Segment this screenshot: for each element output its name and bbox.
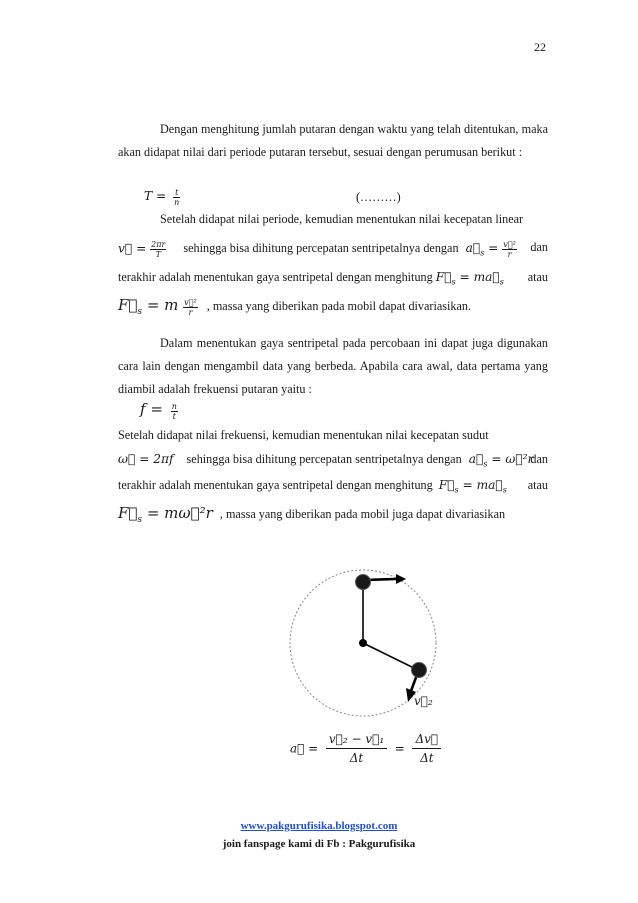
circular-motion-diagram	[270, 560, 470, 730]
mass-top	[356, 575, 371, 590]
equation-frequency: f = $\frac{n}{t}$	[140, 400, 177, 421]
velocity-arrow-1-head	[396, 574, 406, 584]
paragraph-angular-line2: ω⃗ = 2πf sehingga bisa dihitung percepatan sentripetalnya dengan $a⃗_s$ = ω⃗²r dan	[118, 452, 548, 469]
paragraph-angular-force: terakhir adalah menentukan gaya sentripetal dengan menghitung	[118, 478, 433, 492]
footer-fanspage: join fanspage kami di Fb : Pakgurufisika	[222, 838, 416, 850]
paragraph-linear-dan: dan	[530, 240, 548, 254]
acceleration-formula: a⃗ = $\frac{\text{v⃗₂ − v⃗₁}}{\Delta t}$ = $\frac{\Delta v⃗}{\Delta t}$	[290, 730, 441, 767]
paragraph-angular-end: , massa yang diberikan pada mobil juga dapat divariasikan	[219, 507, 506, 521]
paragraph-linear-intro: Setelah didapat nilai periode, kemudian menentukan nilai kecepatan linear	[160, 212, 524, 226]
paragraph-linear-line1	[118, 212, 548, 227]
paragraph-angular-atau: atau	[527, 478, 548, 492]
paragraph-linear-mid: sehingga bisa dihitung percepatan sentripetalnya dengan	[183, 241, 459, 256]
page-number: 22	[534, 40, 546, 54]
equation-period: T = $\frac{t}{n}$ (………)	[144, 188, 401, 207]
paragraph-linear-line3: terakhir adalah menentukan gaya sentripetal dengan menghitung $F⃗_s$ = $ma⃗_s$ atau	[118, 270, 548, 287]
paragraph-linear-end: , massa yang diberikan pada mobil dapat divariasikan.	[206, 299, 472, 313]
v2-label: v⃗₂	[414, 694, 433, 708]
paragraph-linear-force: terakhir adalah menentukan gaya sentripetal dengan menghitung	[118, 270, 433, 284]
paragraph-angular-line1	[118, 428, 548, 443]
paragraph-angular-line4: $F⃗_s$ = mω⃗²r , massa yang diberikan pada mobil juga dapat divariasikan	[118, 504, 506, 525]
mass-right	[412, 663, 427, 678]
paragraph-angular-line3: terakhir adalah menentukan gaya sentripetal dengan menghitung $F⃗_s$ = $ma⃗_s$ atau	[118, 478, 548, 495]
center-point	[359, 639, 367, 647]
paragraph-linear-line4: $F⃗_s = m$ $\frac{\text{v⃗²}}{r}$ , massa yang diberikan pada mobil dapat divariasikan.	[118, 296, 472, 317]
radius-right	[363, 643, 418, 670]
paragraph-angular-dan: dan	[530, 452, 548, 466]
paragraph-angular-intro: Setelah didapat nilai frekuensi, kemudian menentukan nilai kecepatan sudut	[118, 428, 489, 442]
footer-blog-link[interactable]: www.pakgurufisika.blogspot.com	[240, 820, 398, 832]
paragraph-frequency-intro: Dalam menentukan gaya sentripetal pada percobaan ini dapat juga digunakan cara lain dengan mengambil data yang berbeda. Apabila cara awal, data pertama yang diambil adalah frekuensi putaran yaitu :	[118, 336, 548, 396]
equation-number: (………)	[356, 190, 401, 204]
paragraph-linear-line2: v⃗ = $\frac{2\pi r}{T}$ sehingga bisa dihitung percepatan sentripetalnya dengan $a⃗_s$ = $\frac{\text{v⃗²}}{r}$ dan	[118, 240, 548, 259]
paragraph-angular-mid: sehingga bisa dihitung percepatan sentripetalnya dengan	[186, 452, 462, 466]
paragraph-period-intro: Dengan menghitung jumlah putaran dengan waktu yang telah ditentukan, maka akan didapat nilai dari periode putaran tersebut, sesuai dengan perumusan berikut :	[118, 122, 548, 159]
paragraph-linear-atau: atau	[527, 270, 548, 284]
